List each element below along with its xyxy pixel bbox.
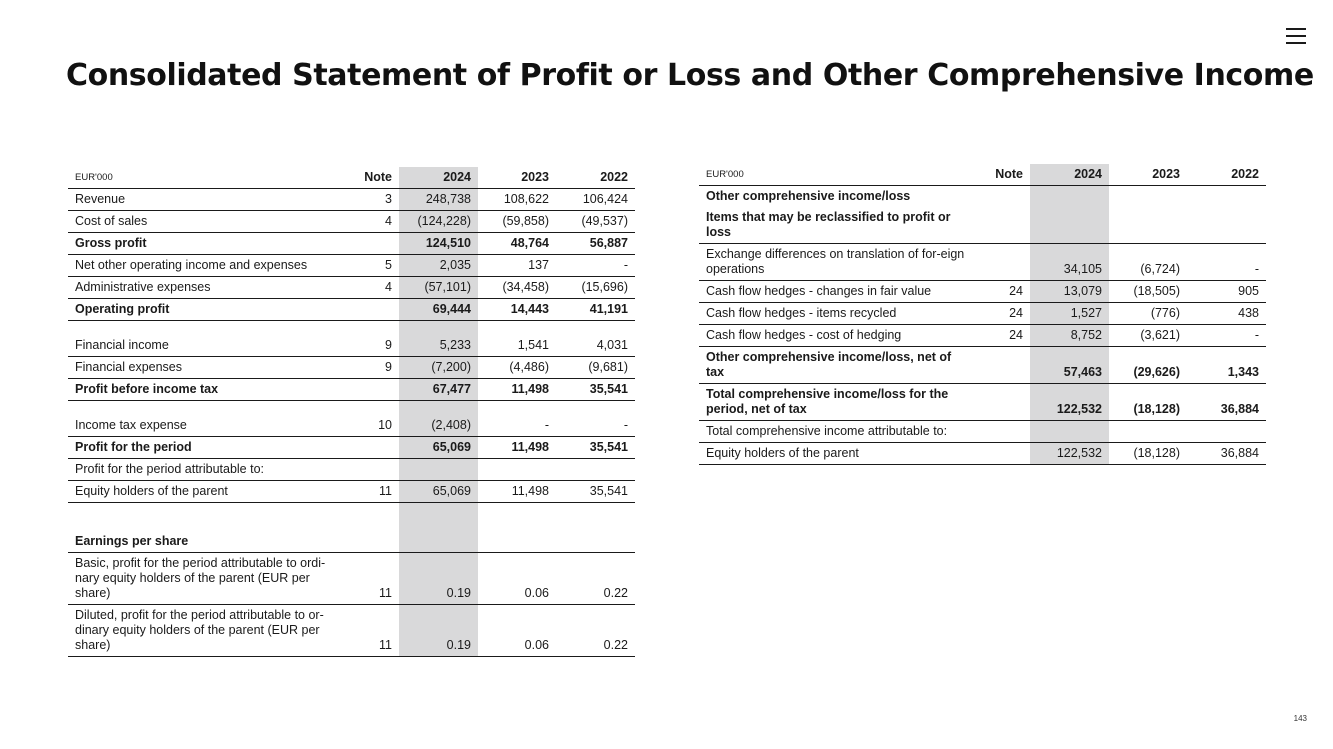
table-row — [699, 186, 1266, 208]
comprehensive-income-table — [699, 164, 1266, 465]
value-2022: 35,541 — [556, 481, 635, 503]
row-note — [345, 437, 399, 459]
table-cell — [345, 503, 399, 532]
row-note: 4 — [345, 277, 399, 299]
value-2023: (18,505) — [1109, 281, 1187, 303]
row-label: Basic, profit for the period attributable to ordi-nary equity holders of the parent (EUR per share) — [68, 553, 345, 605]
value-2024: 1,527 — [1030, 303, 1109, 325]
spacer-row — [68, 401, 635, 416]
row-label: Items that may be reclassified to profit or loss — [706, 210, 951, 239]
table-cell — [68, 503, 345, 532]
table-row — [68, 437, 635, 459]
row-label: Exchange differences on translation of for-eign operations — [699, 244, 976, 281]
value-2023: (59,858) — [478, 211, 556, 233]
table-cell — [1109, 207, 1187, 244]
value-2023: 48,764 — [478, 233, 556, 255]
table-cell — [478, 401, 556, 416]
table-cell — [345, 531, 399, 553]
table-row — [68, 189, 635, 211]
value-2023: (18,128) — [1109, 384, 1187, 421]
year-2022-header: 2022 — [1187, 164, 1266, 186]
value-2022: (15,696) — [556, 277, 635, 299]
row-note — [345, 379, 399, 401]
row-label: Cash flow hedges - cost of hedging — [699, 325, 976, 347]
value-2024: 65,069 — [399, 437, 478, 459]
value-2023: - — [544, 418, 549, 432]
table-row — [68, 255, 635, 277]
value-2024: (2,408) — [399, 415, 478, 437]
value-2023: 1,541 — [517, 338, 549, 352]
spacer-row — [68, 503, 635, 532]
value-2023: 0.06 — [478, 605, 556, 657]
value-2023: (29,626) — [1109, 347, 1187, 384]
value-2023: 137 — [478, 255, 556, 277]
value-2022: (9,681) — [556, 357, 635, 379]
table-cell — [556, 321, 635, 336]
row-note: 11 — [345, 553, 399, 605]
value-2022: - — [1187, 325, 1266, 347]
table-cell — [1187, 421, 1266, 443]
value-2023: (34,458) — [478, 277, 556, 299]
row-note: 11 — [345, 481, 399, 503]
row-note: 5 — [345, 255, 399, 277]
table-row — [68, 335, 635, 357]
value-2022: - — [623, 418, 628, 432]
table-row — [68, 531, 635, 553]
value-2024: 34,105 — [1030, 244, 1109, 281]
table-cell — [399, 401, 478, 416]
row-note: 4 — [345, 211, 399, 233]
table-header-row — [68, 167, 635, 189]
value-2024: 13,079 — [1030, 281, 1109, 303]
row-label: Cash flow hedges - changes in fair value — [699, 281, 976, 303]
table-cell — [1109, 421, 1187, 443]
table-cell — [1187, 207, 1266, 244]
table-cell — [345, 459, 399, 481]
table-row — [699, 303, 1266, 325]
year-2023-header: 2023 — [1109, 164, 1187, 186]
table-cell — [478, 321, 556, 336]
table-cell — [1030, 186, 1109, 208]
table-cell — [1109, 186, 1187, 208]
row-label: Income tax expense — [75, 418, 187, 432]
table-row — [699, 244, 1266, 281]
value-2023: 11,498 — [478, 437, 556, 459]
row-label: Profit for the period attributable to: — [68, 459, 345, 481]
year-2023-header: 2023 — [478, 167, 556, 189]
table-row — [68, 233, 635, 255]
value-2023: 14,443 — [478, 299, 556, 321]
table-cell — [556, 503, 635, 532]
row-label: Total comprehensive income/loss for the period, net of tax — [699, 384, 976, 421]
table-cell — [556, 401, 635, 416]
value-2022: 0.22 — [556, 605, 635, 657]
year-2024-header: 2024 — [399, 167, 478, 189]
value-2023: (6,724) — [1109, 244, 1187, 281]
value-2024: 122,532 — [1030, 384, 1109, 421]
table-cell — [556, 459, 635, 481]
value-2023: (18,128) — [1109, 443, 1187, 465]
value-2023: (3,621) — [1109, 325, 1187, 347]
table-cell — [399, 321, 478, 336]
table-cell — [345, 401, 399, 416]
row-note — [976, 244, 1030, 281]
row-note: 24 — [976, 325, 1030, 347]
row-label: Cost of sales — [68, 211, 345, 233]
value-2022: 4,031 — [596, 338, 628, 352]
value-2022: 35,541 — [556, 379, 635, 401]
table-cell — [478, 459, 556, 481]
table-row — [68, 379, 635, 401]
value-2024: (7,200) — [399, 357, 478, 379]
value-2022: 0.22 — [556, 553, 635, 605]
table-cell — [976, 421, 1030, 443]
table-cell — [478, 503, 556, 532]
row-note: 3 — [385, 192, 392, 206]
row-label: Equity holders of the parent — [68, 481, 345, 503]
value-2024: 122,532 — [1030, 443, 1109, 465]
row-label: Revenue — [75, 192, 126, 206]
table-cell — [345, 321, 399, 336]
hamburger-menu-icon[interactable] — [1286, 28, 1306, 46]
row-note: 24 — [976, 281, 1030, 303]
table-cell — [68, 401, 345, 416]
value-2022: - — [1187, 244, 1266, 281]
table-row — [699, 443, 1266, 465]
year-2024-header: 2024 — [1030, 164, 1109, 186]
table-row — [68, 415, 635, 437]
value-2024: 0.19 — [399, 605, 478, 657]
table-header-row — [699, 164, 1266, 186]
table-row — [68, 605, 635, 657]
table-row — [699, 384, 1266, 421]
table-row — [68, 277, 635, 299]
year-2022-header: 2022 — [556, 167, 635, 189]
note-header: Note — [345, 167, 399, 189]
value-2024: 67,477 — [399, 379, 478, 401]
value-2023: 0.06 — [478, 553, 556, 605]
row-label: Other comprehensive income/loss, net of tax — [699, 347, 976, 384]
table-cell — [478, 531, 556, 553]
row-label: Equity holders of the parent — [699, 443, 976, 465]
value-2023: 11,498 — [478, 481, 556, 503]
row-label: Operating profit — [68, 299, 345, 321]
row-note — [976, 347, 1030, 384]
row-label: Diluted, profit for the period attributable to or-dinary equity holders of the parent (EUR per share) — [68, 605, 345, 657]
value-2024: 57,463 — [1030, 347, 1109, 384]
table-row — [699, 281, 1266, 303]
row-note: 10 — [378, 418, 392, 432]
row-label: Gross profit — [68, 233, 345, 255]
row-label: Net other operating income and expenses — [68, 255, 345, 277]
table-row — [68, 553, 635, 605]
value-2024: 5,233 — [399, 335, 478, 357]
row-label: Financial expenses — [68, 357, 345, 379]
row-label: Financial income — [75, 338, 169, 352]
table-row — [699, 347, 1266, 384]
value-2022: 41,191 — [556, 299, 635, 321]
note-header: Note — [976, 164, 1030, 186]
value-2022: 35,541 — [556, 437, 635, 459]
table-cell — [1030, 421, 1109, 443]
row-label: Total comprehensive income attributable to: — [699, 421, 976, 443]
table-cell — [556, 531, 635, 553]
table-cell — [68, 321, 345, 336]
table-cell — [399, 459, 478, 481]
value-2024: (124,228) — [399, 211, 478, 233]
row-label: Earnings per share — [75, 534, 189, 548]
table-row — [68, 357, 635, 379]
value-2024: 65,069 — [399, 481, 478, 503]
table-cell — [1030, 207, 1109, 244]
table-cell — [976, 207, 1030, 244]
page-number: 143 — [1293, 714, 1307, 723]
value-2024: (57,101) — [399, 277, 478, 299]
value-2022: 438 — [1187, 303, 1266, 325]
value-2022: (49,537) — [556, 211, 635, 233]
row-label: Administrative expenses — [68, 277, 345, 299]
value-2024: 248,738 — [399, 189, 478, 211]
value-2023: 11,498 — [478, 379, 556, 401]
row-note: 24 — [976, 303, 1030, 325]
table-row — [68, 481, 635, 503]
row-note: 9 — [345, 357, 399, 379]
value-2022: - — [556, 255, 635, 277]
value-2022: 36,884 — [1187, 384, 1266, 421]
row-note — [976, 384, 1030, 421]
row-label: Profit before income tax — [68, 379, 345, 401]
value-2023: (4,486) — [478, 357, 556, 379]
value-2024: 69,444 — [399, 299, 478, 321]
value-2022: 106,424 — [582, 192, 628, 206]
value-2022: 56,887 — [556, 233, 635, 255]
page-title: Consolidated Statement of Profit or Loss and Other Comprehensive Income — [66, 58, 1314, 93]
table-row — [699, 207, 1266, 244]
value-2024: 124,510 — [399, 233, 478, 255]
row-label: Other comprehensive income/loss — [706, 189, 911, 203]
table-cell — [399, 503, 478, 532]
table-row — [68, 211, 635, 233]
value-2024: 8,752 — [1030, 325, 1109, 347]
table-cell — [976, 186, 1030, 208]
row-label: Profit for the period — [68, 437, 345, 459]
value-2024: 0.19 — [399, 553, 478, 605]
table-row — [699, 325, 1266, 347]
row-note — [976, 443, 1030, 465]
row-note: 11 — [345, 605, 399, 657]
table-cell — [1187, 186, 1266, 208]
table-row — [68, 459, 635, 481]
row-note: 9 — [385, 338, 392, 352]
value-2024: 2,035 — [399, 255, 478, 277]
unit-label: EUR'000 — [68, 167, 345, 189]
table-cell — [399, 531, 478, 553]
value-2022: 1,343 — [1187, 347, 1266, 384]
row-label: Cash flow hedges - items recycled — [699, 303, 976, 325]
table-row — [699, 421, 1266, 443]
row-note — [345, 233, 399, 255]
unit-label: EUR'000 — [699, 164, 976, 186]
table-row — [68, 299, 635, 321]
value-2022: 905 — [1187, 281, 1266, 303]
value-2022: 36,884 — [1187, 443, 1266, 465]
value-2023: 108,622 — [503, 192, 549, 206]
row-note — [345, 299, 399, 321]
profit-loss-table — [68, 167, 635, 657]
value-2023: (776) — [1109, 303, 1187, 325]
spacer-row — [68, 321, 635, 336]
